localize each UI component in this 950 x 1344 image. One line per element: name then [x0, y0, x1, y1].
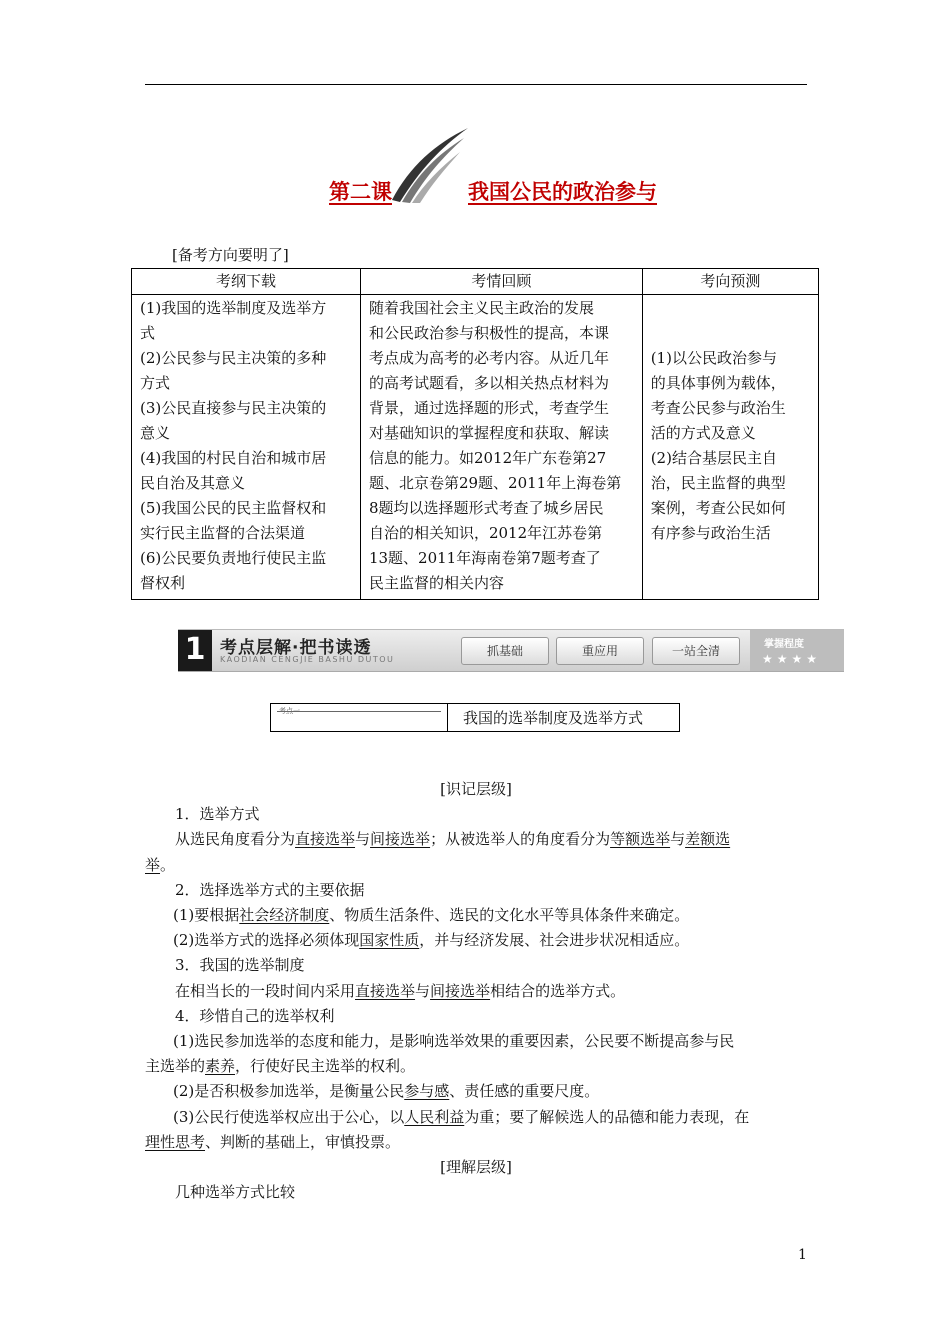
cell-line: 案例，考查公民如何 — [650, 499, 786, 517]
paragraph — [145, 1105, 807, 1155]
text: (1)要根据 — [173, 906, 240, 925]
text: 、判断的基础上，审慎投票。 — [205, 1132, 401, 1151]
cell-line: (3)公民直接参与民主决策的 — [140, 399, 327, 417]
paragraph — [145, 827, 807, 877]
paragraph — [145, 1079, 807, 1104]
table-row — [132, 295, 819, 600]
cell-line: 13题、2011年海南卷第7题考查了 — [368, 549, 601, 567]
cell-line: 随着我国社会主义民主政治的发展 — [368, 299, 594, 317]
section-number: 1 — [178, 630, 212, 671]
paragraph — [145, 928, 807, 953]
cell-line: 考查公民参与政治生 — [650, 399, 786, 417]
lesson-number: 第二课 — [329, 180, 392, 204]
text: ，行使好民主选举的权利。 — [235, 1057, 416, 1076]
review-cell — [360, 295, 642, 600]
text: 为重；要了解候选人的品德和能力表现，在 — [464, 1107, 750, 1126]
section-heading: 1．选举方式 — [175, 805, 260, 824]
cell-line: 督权利 — [140, 574, 186, 592]
cell-line: (2)结合基层民主自 — [650, 449, 777, 467]
table-header-row — [132, 269, 819, 295]
paragraph — [145, 979, 807, 1004]
text: 与 — [670, 830, 686, 849]
text: (2)是否积极参加选举，是衡量公民 — [173, 1082, 405, 1101]
text: 相结合的选举方式。 — [490, 981, 626, 1000]
cell-line: 民自治及其意义 — [140, 474, 246, 492]
forecast-cell — [642, 295, 818, 600]
cell-line: 活的方式及意义 — [650, 424, 756, 442]
cell-line: 实行民主监督的合法渠道 — [140, 524, 306, 542]
cell-line: 自治的相关知识，2012年江苏卷第 — [368, 524, 603, 542]
knowledge-point-box — [270, 703, 680, 732]
key-term: 参与感 — [404, 1082, 450, 1101]
all-clear-button[interactable]: 一站全清 — [652, 637, 740, 665]
cell-line: 的具体事例为载体， — [650, 374, 786, 392]
cell-line: (2)公民参与民主决策的多种 — [140, 349, 327, 367]
key-term: 等额选举 — [610, 830, 671, 849]
section-heading: 3．我国的选举制度 — [175, 956, 305, 975]
cell-line: 治，民主监督的典型 — [650, 474, 786, 492]
cell-line: 背景，通过选择题的形式，考查学生 — [368, 399, 609, 417]
star-icon: ★★★★ — [762, 652, 822, 666]
top-rule — [145, 84, 807, 85]
cell-line: (1)以公民政治参与 — [650, 349, 777, 367]
mastery-panel — [750, 630, 844, 671]
cell-line: 民主监督的相关内容 — [368, 574, 504, 592]
key-term: 间接选举 — [370, 830, 431, 849]
key-term: 社会经济制度 — [239, 906, 330, 925]
basics-button[interactable]: 抓基础 — [461, 637, 549, 665]
cell-line: 8题均以选择题形式考查了城乡居民 — [368, 499, 604, 517]
prep-direction-label: [备考方向要明了] — [172, 246, 289, 264]
cell-line: 式 — [140, 324, 156, 342]
main-content — [145, 777, 807, 1205]
key-term: 直接选举 — [295, 830, 356, 849]
cell-line: 信息的能力。如2012年广东卷第27 — [368, 449, 607, 467]
text: 与 — [355, 830, 371, 849]
text: (1)选民参加选举的态度和能力，是影响选举效果的重要因素，公民要不断提高参与民 — [173, 1032, 735, 1051]
swoosh-icon — [390, 126, 470, 204]
key-term: 人民利益 — [404, 1107, 465, 1126]
text: ；从被选举人的角度看分为 — [430, 830, 611, 849]
tag-divider — [277, 711, 441, 712]
cell-line: 和公民政治参与积极性的提高，本课 — [368, 324, 609, 342]
text: 主选举的 — [145, 1057, 206, 1076]
mastery-label: 掌握程度 — [764, 639, 804, 650]
section-banner-subtitle: KAODIAN CENGJIE BASHU DUTOU — [220, 655, 395, 664]
header-review: 考情回顾 — [360, 269, 642, 295]
text: 。 — [160, 855, 176, 874]
header-forecast: 考向预测 — [642, 269, 818, 295]
paragraph — [145, 903, 807, 928]
key-term: 国家性质 — [359, 931, 420, 950]
key-term: 素养 — [205, 1057, 236, 1076]
text: 、物质生活条件、选民的文化水平等具体条件来确定。 — [329, 906, 690, 925]
cell-line: 考点成为高考的必考内容。从近几年 — [368, 349, 609, 367]
section-banner — [178, 629, 844, 672]
header-syllabus: 考纲下载 — [132, 269, 361, 295]
cell-line: (6)公民要负责地行使民主监 — [140, 549, 327, 567]
text: (3)公民行使选举权应出于公心，以 — [173, 1107, 405, 1126]
paragraph — [145, 1029, 807, 1079]
knowledge-point-tag-label: 考点一 — [279, 707, 300, 715]
key-term: 直接选举 — [355, 981, 416, 1000]
section-heading: 4．珍惜自己的选举权利 — [175, 1006, 335, 1025]
syllabus-cell — [132, 295, 361, 600]
cell-line: (4)我国的村民自治和城市居 — [140, 449, 327, 467]
page-number: 1 — [798, 1247, 807, 1263]
key-term: 间接选举 — [430, 981, 491, 1000]
knowledge-point-tag — [271, 704, 448, 731]
key-term: 理性思考 — [145, 1132, 206, 1151]
text: 与 — [415, 981, 431, 1000]
exam-overview-table — [131, 268, 819, 600]
cell-line: (5)我国公民的民主监督权和 — [140, 499, 327, 517]
knowledge-point-title: 我国的选举制度及选举方式 — [463, 709, 644, 727]
section-banner-title: 考点层解·把书读透 — [220, 638, 372, 658]
level-heading: [理解层级] — [440, 1158, 512, 1177]
application-button[interactable]: 重应用 — [556, 637, 644, 665]
lesson-title — [0, 120, 950, 210]
cell-line: 方式 — [140, 374, 171, 392]
key-term: 举 — [145, 855, 161, 874]
text: (2)选举方式的选择必须体现 — [173, 931, 360, 950]
section-heading: 几种选举方式比较 — [175, 1183, 296, 1202]
cell-line: 有序参与政治生活 — [650, 524, 771, 542]
cell-line: (1)我国的选举制度及选举方 — [140, 299, 327, 317]
cell-line: 的高考试题看，多以相关热点材料为 — [368, 374, 609, 392]
cell-line: 题、北京卷第29题、2011年上海卷第 — [368, 474, 622, 492]
text: 、责任感的重要尺度。 — [449, 1082, 600, 1101]
level-heading: [识记层级] — [440, 780, 512, 798]
key-term: 差额选 — [685, 830, 731, 849]
cell-line: 对基础知识的掌握程度和获取、解读 — [368, 424, 609, 442]
text: ，并与经济发展、社会进步状况相适应。 — [419, 931, 690, 950]
section-heading: 2．选择选举方式的主要依据 — [175, 880, 365, 899]
text: 在相当长的一段时间内采用 — [175, 981, 356, 1000]
cell-line: 意义 — [140, 424, 171, 442]
text: 从选民角度看分为 — [175, 830, 296, 849]
lesson-name: 我国公民的政治参与 — [468, 180, 657, 204]
